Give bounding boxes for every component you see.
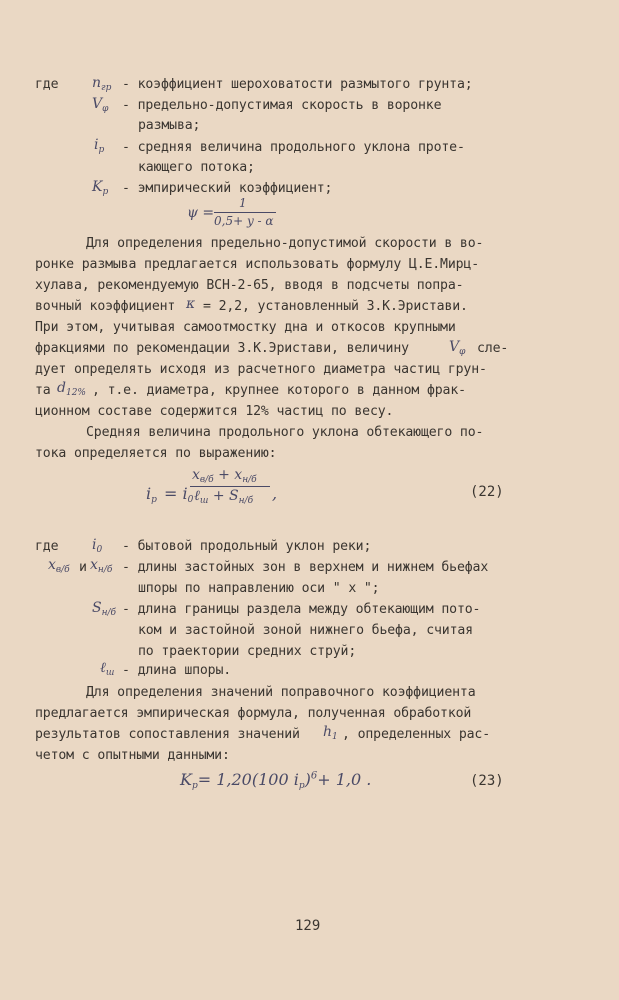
para1-line6b: сле- (477, 341, 509, 356)
def-x: - длины застойных зон в верхнем и нижнем бьефах (122, 560, 489, 575)
symbol-d12: $d_{12\%}$ (57, 380, 86, 398)
psi-lhs: ψ = (187, 205, 215, 221)
def-i-p: - средняя величина продольного уклона проте- (122, 140, 465, 155)
psi-denominator: 0,5+ y - α (214, 214, 274, 228)
symbol-v-phi: $V_\varphi$ (92, 96, 109, 114)
symbol-i-p: $i_р$ (94, 137, 105, 155)
para1-line3: хулава, рекомендуемую ВСН-2-65, вводя в подсчеты попра- (35, 278, 464, 293)
where-label: где (35, 77, 59, 92)
eq22-lhs: iр (146, 484, 157, 505)
def-v-phi: - предельно-допустимая скорость в воронке (122, 98, 442, 113)
eq22-denominator: ℓ$_ш$ + $S_{н/б}$ (194, 488, 254, 506)
para2-line1: Средняя величина продольного уклона обтекающего по- (86, 425, 484, 440)
symbol-n-gr: $n_{гр}$ (92, 75, 112, 93)
symbol-x-nb: $x_{н/б}$ (90, 557, 113, 575)
para3-line3a: результатов сопоставления значений (35, 727, 300, 742)
where-label-2: где (35, 539, 59, 554)
def-v-phi-cont: размыва; (138, 118, 201, 133)
def-x-cont: шпоры по направлению оси " x "; (138, 581, 380, 596)
def-i-p-cont: кающего потока; (138, 160, 255, 175)
eq22-fraction-bar (190, 486, 270, 487)
para1-line9: ционном составе содержится 12% частиц по весу. (35, 404, 394, 419)
symbol-s-nb: $S_{н/б}$ (92, 600, 117, 618)
para1-line2: ронке размыва предлагается использовать формулу Ц.Е.Мирц- (35, 257, 480, 272)
symbol-kappa: κ (186, 296, 196, 312)
para3-line1: Для определения значений поправочного коэффициента (86, 685, 476, 700)
para3-line4: четом с опытными данными: (35, 748, 230, 763)
eq23-label: (23) (470, 773, 504, 789)
eq22-numerator: $x_{в/б} + x_{н/б}$ (192, 467, 257, 485)
para1-line6a: фракциями по рекомендации З.К.Эристави, величину (35, 341, 409, 356)
para3-line2: предлагается эмпирическая формула, полученная обработкой (35, 706, 472, 721)
symbol-x-vb: $x_{в/б}$ (48, 557, 70, 575)
eq22-label: (22) (470, 484, 504, 500)
psi-fraction-bar (214, 212, 276, 213)
def-i0: - бытовой продольный уклон реки; (122, 539, 372, 554)
def-k-p: - эмпирический коэффициент; (122, 181, 333, 196)
page-number: 129 (295, 918, 321, 934)
para1-line5: При этом, учитывая самоотмостку дна и откосов крупными (35, 320, 456, 335)
eq22-tail: , (272, 484, 278, 503)
para3-line3b: , определенных рас- (342, 727, 491, 742)
para2-line2: тока определяется по выражению: (35, 446, 277, 461)
def-n-gr: - коэффициент шероховатости размытого грунта; (122, 77, 473, 92)
para1-line4b: = 2,2, установленный З.К.Эристави. (203, 299, 468, 314)
psi-numerator: 1 (239, 196, 247, 210)
symbol-v-phi-inline: $V_\varphi$ (449, 339, 466, 357)
symbol-k-p: $K_р$ (92, 179, 109, 197)
para1-line8b: , т.е. диаметра, крупнее которого в данном фрак- (92, 383, 466, 398)
eq22-i0: = i0 (164, 484, 194, 505)
symbol-i0: $i_0$ (92, 537, 103, 555)
para1-line7: дует определять исходя из расчетного диаметра частиц грун- (35, 362, 487, 377)
def-s-cont2: по траектории средних струй; (138, 644, 357, 659)
symbol-h1: $h_1$ (323, 724, 338, 742)
eq23-formula: Kр= 1,20(100 iр)$^6$+ 1,0 . (180, 770, 372, 791)
def-l: - длина шпоры. (122, 663, 232, 678)
and-label: и (79, 560, 87, 575)
def-s: - длина границы раздела между обтекающим пото- (122, 602, 481, 617)
symbol-l-sh: ℓ$_ш$ (100, 660, 115, 678)
para1-line1: Для определения предельно-допустимой скорости в во- (86, 236, 484, 251)
para1-line8a: та (35, 383, 51, 398)
def-s-cont: ком и застойной зоной нижнего бьефа, считая (138, 623, 473, 638)
para1-line4a: вочный коэффициент (35, 299, 176, 314)
